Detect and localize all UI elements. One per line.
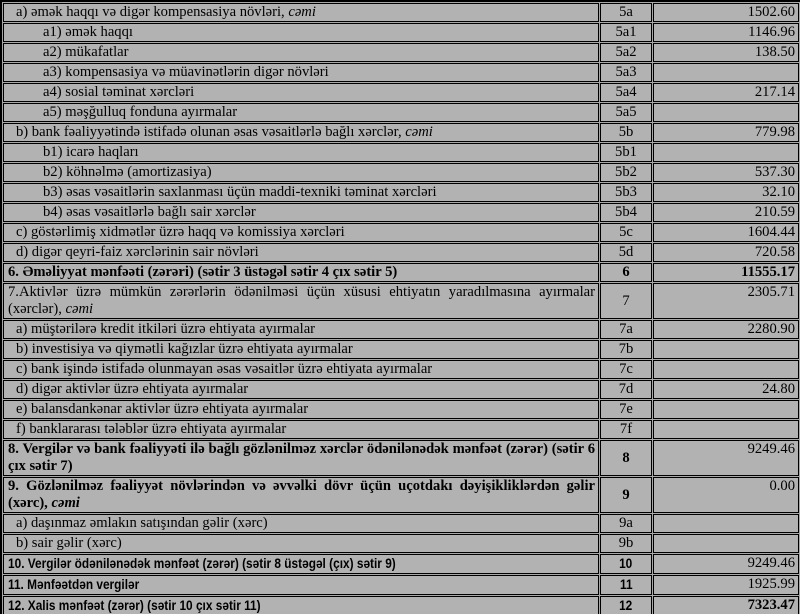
row-code-cell: 6: [600, 263, 652, 282]
amount-cell: 138.50: [653, 43, 799, 62]
table-row: [3, 340, 799, 359]
description-cell: a3) kompensasiya və müavinətlərin digər növləri: [3, 63, 599, 82]
amount-cell: 9249.46: [653, 440, 799, 476]
table-row: [3, 440, 799, 476]
table-row: [3, 514, 799, 533]
row-code-cell: 9: [600, 477, 652, 513]
amount-cell: 720.58: [653, 243, 799, 262]
description-cell: [3, 554, 599, 574]
row-code-cell: 5a5: [600, 103, 652, 122]
table-row: [3, 183, 799, 202]
row-code-text: 11: [619, 577, 633, 592]
description-cell: 7.Aktivlər üzrə mümkün zərərlərin ödənilməsi üçün xüsusi ehtiyatın yaradılmasına ayırmalar (xərclər), cəmi: [3, 283, 599, 319]
description-cell: d) digər aktivlər üzrə ehtiyata ayırmalar: [3, 380, 599, 399]
row-code-cell: 5a2: [600, 43, 652, 62]
amount-cell: 217.14: [653, 83, 799, 102]
description-cell: b1) icarə haqları: [3, 143, 599, 162]
description-cell: [3, 596, 599, 614]
description-text: 10. Vergilər ödənilənədək mənfəət (zərər) (sətir 8 üstəgəl (çıx) sətir 9): [8, 556, 396, 571]
amount-cell: 1502.60: [653, 3, 799, 22]
table-row: [3, 3, 799, 22]
row-code-cell: 5b3: [600, 183, 652, 202]
description-italic-suffix: cəmi: [65, 301, 94, 317]
description-cell: f) banklararası tələblər üzrə ehtiyata ayırmalar: [3, 420, 599, 439]
row-code-text: 10: [619, 556, 633, 571]
row-code-cell: [600, 575, 652, 595]
table-row: [3, 43, 799, 62]
table-row: [3, 123, 799, 142]
description-cell: b) sair gəlir (xərc): [3, 534, 599, 553]
row-code-cell: 7d: [600, 380, 652, 399]
table-row: [3, 596, 799, 614]
description-cell: 9. Gözlənilməz fəaliyyət növlərindən və əvvəlki dövr üçün uçotdakı dəyişikliklərdən gəlir (xərc), cəmi: [3, 477, 599, 513]
amount-cell: 0.00: [653, 477, 799, 513]
description-cell: 8. Vergilər və bank fəaliyyəti ilə bağlı gözlənilməz xərclər ödənilənədək mənfəət (zərər) (sətir 6 çıx sətir 7): [3, 440, 599, 476]
table-row: [3, 63, 799, 82]
amount-cell: 1146.96: [653, 23, 799, 42]
row-code-cell: [600, 596, 652, 614]
description-cell: e) balansdankənar aktivlər üzrə ehtiyata ayırmalar: [3, 400, 599, 419]
row-code-cell: [600, 554, 652, 574]
table-row: [3, 283, 799, 319]
row-code-cell: 5b: [600, 123, 652, 142]
row-code-cell: 5b2: [600, 163, 652, 182]
row-code-text: 12: [619, 598, 633, 613]
amount-cell: [653, 534, 799, 553]
amount-cell: 537.30: [653, 163, 799, 182]
table-body: [3, 3, 799, 614]
description-cell: a) daşınmaz əmlakın satışından gəlir (xərc): [3, 514, 599, 533]
row-code-cell: 7e: [600, 400, 652, 419]
row-code-cell: 5a: [600, 3, 652, 22]
table-row: [3, 420, 799, 439]
table-row: [3, 554, 799, 574]
description-cell: b3) əsas vəsaitlərin saxlanması üçün maddi-texniki təminat xərcləri: [3, 183, 599, 202]
amount-cell: 1925.99: [653, 575, 799, 595]
description-text: 12. Xalis mənfəət (zərər) (sətir 10 çıx sətir 11): [8, 598, 261, 613]
table-row: [3, 203, 799, 222]
description-italic-suffix: cəmi: [288, 4, 316, 20]
amount-cell: 2280.90: [653, 320, 799, 339]
table-row: [3, 163, 799, 182]
table-row: [3, 23, 799, 42]
description-italic-suffix: cəmi: [405, 124, 433, 140]
row-code-cell: 7f: [600, 420, 652, 439]
row-code-cell: 9a: [600, 514, 652, 533]
description-cell: a2) mükafatlar: [3, 43, 599, 62]
row-code-cell: 7b: [600, 340, 652, 359]
amount-cell: 779.98: [653, 123, 799, 142]
description-cell: b) bank fəaliyyətində istifadə olunan əsas vəsaitlərlə bağlı xərclər, cəmi: [3, 123, 599, 142]
row-code-cell: 9b: [600, 534, 652, 553]
description-italic-suffix: cəmi: [51, 495, 80, 511]
amount-cell: 24.80: [653, 380, 799, 399]
description-cell: 6. Əməliyyat mənfəəti (zərəri) (sətir 3 üstəgəl sətir 4 çıx sətir 5): [3, 263, 599, 282]
table-row: [3, 263, 799, 282]
row-code-cell: 5d: [600, 243, 652, 262]
amount-cell: [653, 420, 799, 439]
amount-cell: [653, 340, 799, 359]
description-cell: [3, 575, 599, 595]
table-row: [3, 223, 799, 242]
amount-cell: [653, 143, 799, 162]
amount-cell: 210.59: [653, 203, 799, 222]
amount-cell: 9249.46: [653, 554, 799, 574]
description-cell: a4) sosial təminat xərcləri: [3, 83, 599, 102]
table-row: [3, 83, 799, 102]
amount-cell: [653, 360, 799, 379]
table-row: [3, 400, 799, 419]
amount-cell: [653, 400, 799, 419]
description-text: 11. Mənfəətdən vergilər: [8, 577, 140, 592]
row-code-cell: 7: [600, 283, 652, 319]
row-code-cell: 7a: [600, 320, 652, 339]
table-row: [3, 243, 799, 262]
amount-cell: 2305.71: [653, 283, 799, 319]
amount-cell: [653, 514, 799, 533]
row-code-cell: 5b4: [600, 203, 652, 222]
description-cell: a5) məşğulluq fonduna ayırmalar: [3, 103, 599, 122]
amount-cell: 1604.44: [653, 223, 799, 242]
amount-cell: 11555.17: [653, 263, 799, 282]
table-row: [3, 380, 799, 399]
description-cell: b) investisiya və qiymətli kağızlar üzrə ehtiyata ayırmalar: [3, 340, 599, 359]
table-row: [3, 575, 799, 595]
description-cell: a) müştərilərə kredit itkiləri üzrə ehtiyata ayırmalar: [3, 320, 599, 339]
table-row: [3, 143, 799, 162]
table-row: [3, 360, 799, 379]
row-code-cell: 5a1: [600, 23, 652, 42]
description-cell: b2) köhnəlmə (amortizasiya): [3, 163, 599, 182]
description-cell: c) göstərlimiş xidmətlər üzrə haqq və komissiya xərcləri: [3, 223, 599, 242]
description-cell: a) əmək haqqı və digər kompensasiya növləri, cəmi: [3, 3, 599, 22]
amount-cell: 32.10: [653, 183, 799, 202]
row-code-cell: 8: [600, 440, 652, 476]
table-row: [3, 103, 799, 122]
table-row: [3, 477, 799, 513]
amount-cell: [653, 103, 799, 122]
description-cell: b4) əsas vəsaitlərlə bağlı sair xərclər: [3, 203, 599, 222]
amount-cell: 7323.47: [653, 596, 799, 614]
row-code-cell: 5a3: [600, 63, 652, 82]
row-code-cell: 5b1: [600, 143, 652, 162]
table-row: [3, 534, 799, 553]
row-code-cell: 5a4: [600, 83, 652, 102]
amount-cell: [653, 63, 799, 82]
row-code-cell: 7c: [600, 360, 652, 379]
table-row: [3, 320, 799, 339]
description-cell: a1) əmək haqqı: [3, 23, 599, 42]
row-code-cell: 5c: [600, 223, 652, 242]
description-cell: d) digər qeyri-faiz xərclərinin sair növləri: [3, 243, 599, 262]
description-cell: c) bank işində istifadə olunmayan əsas vəsaitlər üzrə ehtiyata ayırmalar: [3, 360, 599, 379]
